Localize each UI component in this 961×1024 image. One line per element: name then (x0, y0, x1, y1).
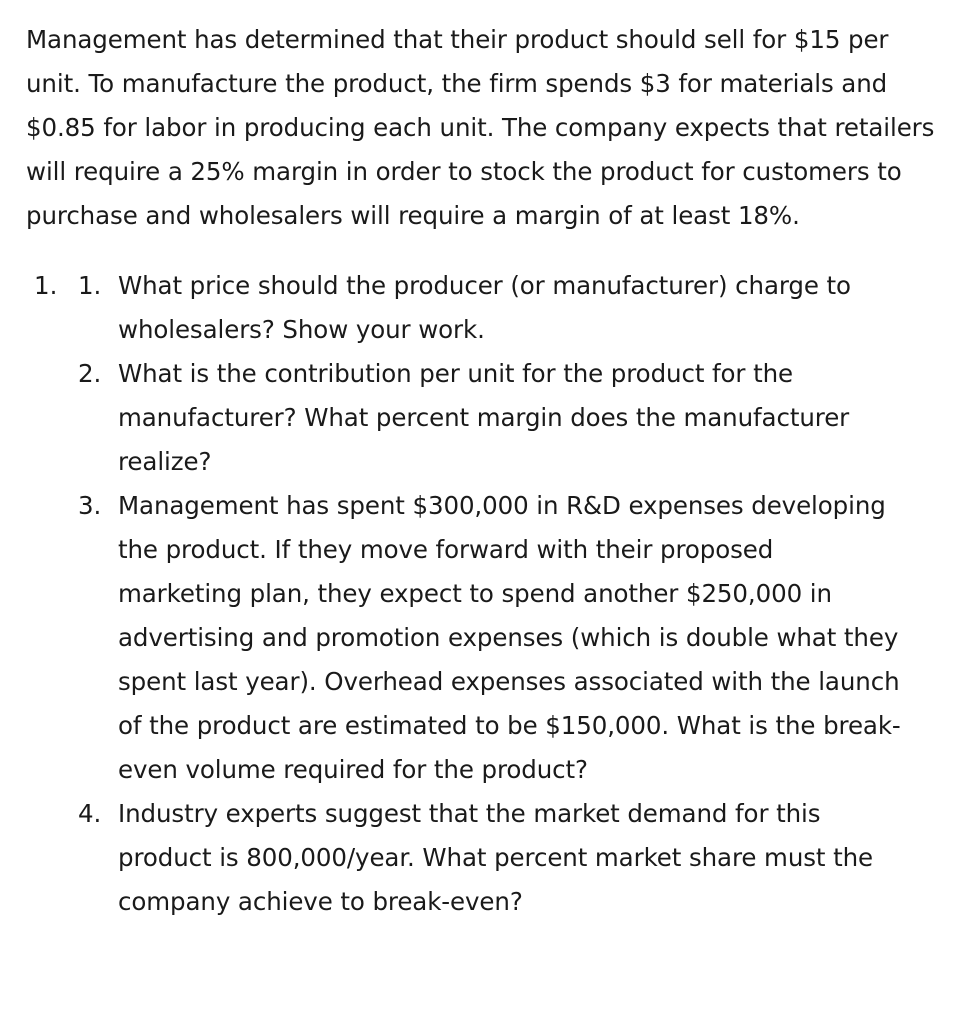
question-item-2 (78, 352, 902, 484)
question-number: 4. (78, 799, 102, 828)
question-number: 1. (78, 271, 102, 300)
question-text: What is the contribution per unit for the product for the manufacturer? What percent margin does the manufacturer realize? (118, 359, 850, 476)
question-list (78, 264, 943, 924)
outer-list-item (26, 264, 943, 924)
outer-list-number: 1. (34, 271, 58, 300)
question-text: Industry experts suggest that the market demand for this product is 800,000/year. What percent market share must the company achieve to break-even? (118, 799, 874, 916)
question-number: 2. (78, 359, 102, 388)
question-item-1 (78, 264, 902, 352)
question-item-4 (78, 792, 902, 924)
question-item-3 (78, 484, 902, 792)
outer-list (26, 264, 943, 924)
question-number: 3. (78, 491, 102, 520)
intro-paragraph: Management has determined that their product should sell for $15 per unit. To manufacture the product, the firm spends $3 for materials and $0.85 for labor in producing each unit. The company expects that retailers will require a 25% margin in order to stock the product for customers to purchase and wholesalers will require a margin of at least 18%. (26, 25, 935, 230)
question-text: Management has spent $300,000 in R&D expenses developing the product. If they move forward with their proposed marketing plan, they expect to spend another $250,000 in advertising and promotion expenses (which is double what they spent last year). Overhead expenses associated with the launch of the product are estimated to be $150,000. What is the break-even volume required for the product? (118, 491, 901, 784)
question-text: What price should the producer (or manufacturer) charge to wholesalers? Show your work. (118, 271, 851, 344)
